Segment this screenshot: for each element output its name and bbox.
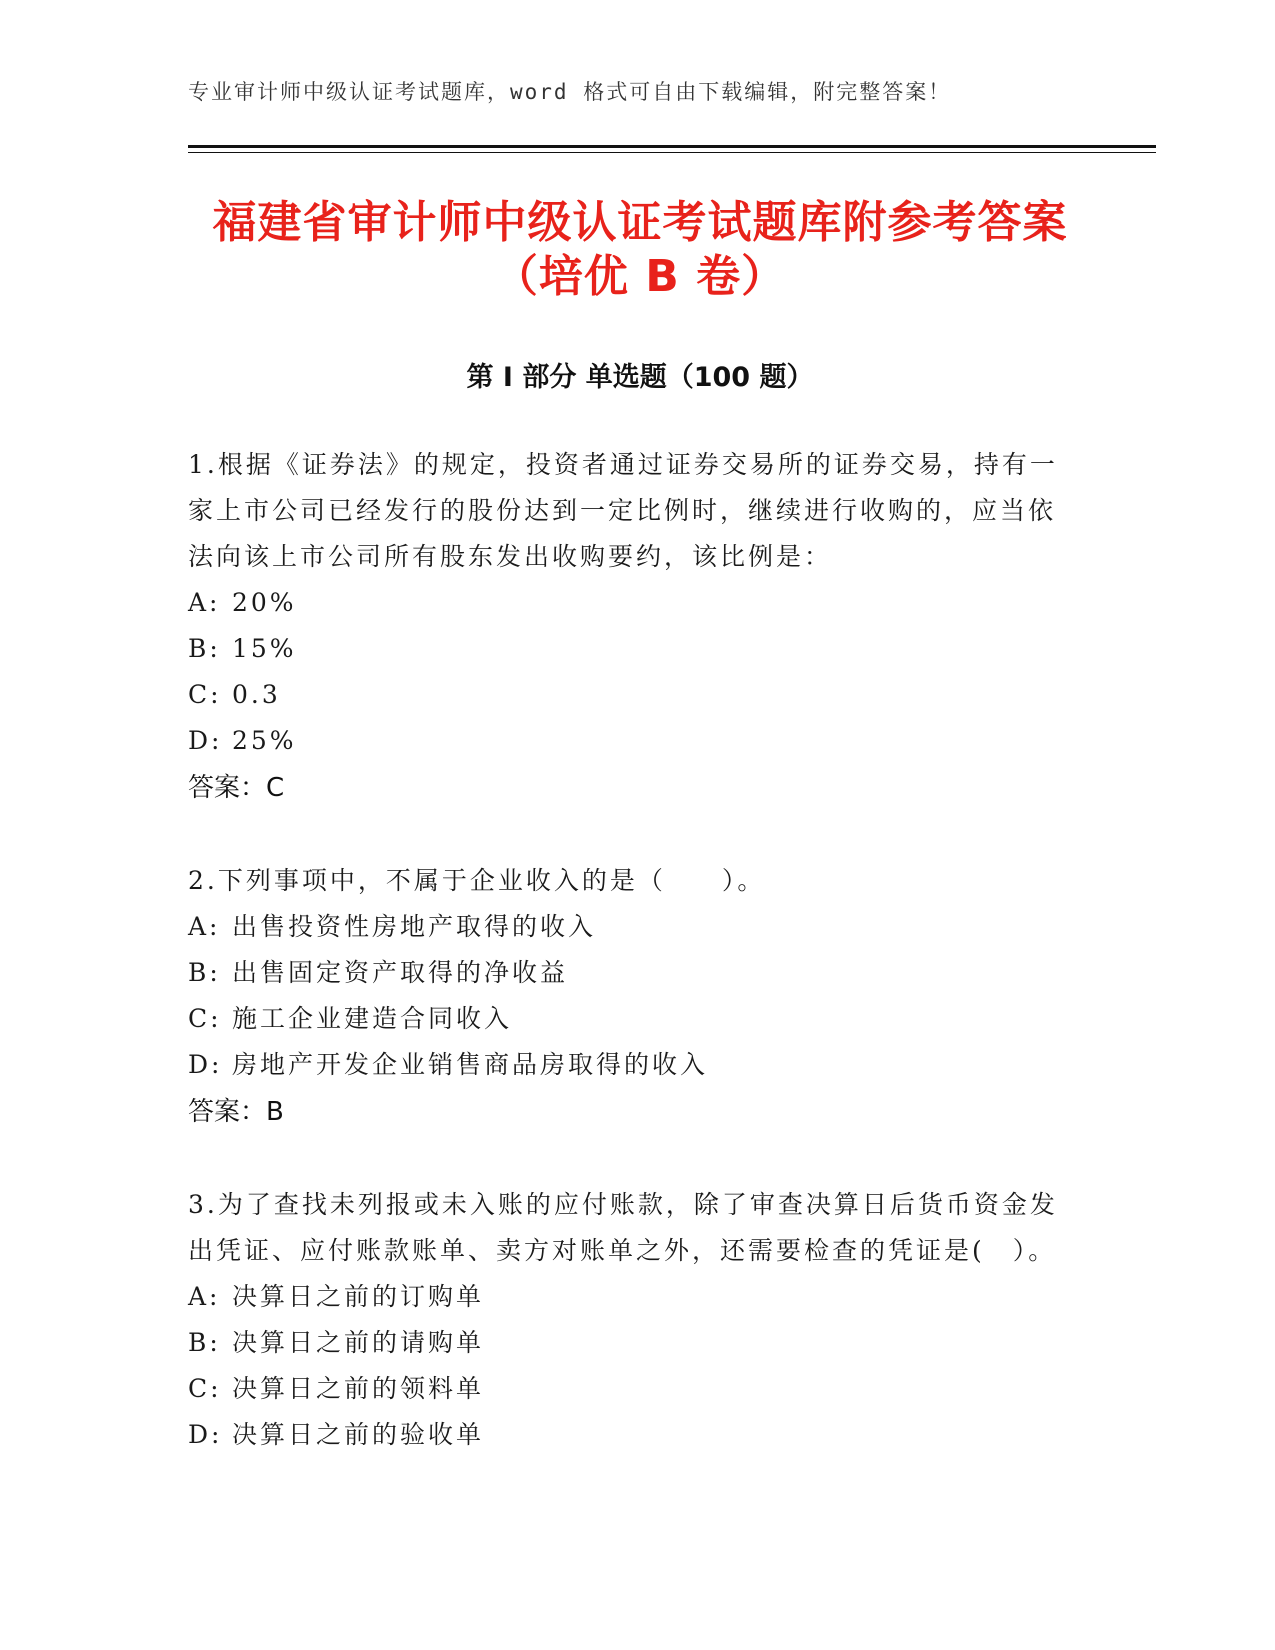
question-1 xyxy=(188,442,1068,812)
option-letter: B: xyxy=(188,958,221,987)
option-text: 决算日之前的订购单 xyxy=(232,1282,485,1311)
option-d xyxy=(188,1412,1068,1458)
document-title xyxy=(160,196,1120,304)
option-b xyxy=(188,950,1068,996)
option-letter: C: xyxy=(188,1004,222,1033)
option-text: 出售固定资产取得的净收益 xyxy=(232,958,569,987)
option-text: 决算日之前的验收单 xyxy=(232,1420,485,1449)
answer-line: 答案：C xyxy=(188,773,285,803)
option-text: 决算日之前的领料单 xyxy=(232,1374,485,1403)
answer-line: 答案：B xyxy=(188,1097,284,1127)
option-letter: D: xyxy=(188,1050,223,1079)
option-text: 25% xyxy=(232,726,297,755)
option-text: 出售投资性房地产取得的收入 xyxy=(232,912,597,941)
section-heading: 第 I 部分 单选题（100 题） xyxy=(466,362,814,393)
option-a xyxy=(188,580,1068,626)
option-letter: B: xyxy=(188,634,221,663)
option-a xyxy=(188,904,1068,950)
question-2 xyxy=(188,858,1068,1136)
option-text: 20% xyxy=(232,588,297,617)
option-d xyxy=(188,1042,1068,1088)
option-c xyxy=(188,996,1068,1042)
option-a xyxy=(188,1274,1068,1320)
header-divider-thin xyxy=(188,152,1156,153)
option-letter: A: xyxy=(188,588,221,617)
title-line-1: 福建省审计师中级认证考试题库附参考答案 xyxy=(212,197,1068,248)
option-text: 施工企业建造合同收入 xyxy=(232,1004,513,1033)
option-c xyxy=(188,1366,1068,1412)
option-letter: D: xyxy=(188,1420,223,1449)
option-b xyxy=(188,626,1068,672)
option-letter: A: xyxy=(188,1282,221,1311)
option-c xyxy=(188,672,1068,718)
question-stem: 2.下列事项中，不属于企业收入的是（ ）。 xyxy=(188,866,766,895)
question-3 xyxy=(188,1182,1068,1458)
page-header: 专业审计师中级认证考试题库，word 格式可自由下载编辑，附完整答案！ xyxy=(188,80,952,104)
option-letter: C: xyxy=(188,1374,222,1403)
title-line-2: （培优 B 卷） xyxy=(493,251,787,302)
question-stem: 1.根据《证券法》的规定，投资者通过证券交易所的证券交易，持有一家上市公司已经发行的股份达到一定比例时，继续进行收购的，应当依法向该上市公司所有股东发出收购要约，该比例是： xyxy=(188,450,1058,571)
option-letter: B: xyxy=(188,1328,221,1357)
option-text: 15% xyxy=(232,634,297,663)
option-text: 房地产开发企业销售商品房取得的收入 xyxy=(232,1050,709,1079)
header-divider-thick xyxy=(188,145,1156,148)
question-stem: 3.为了查找未列报或未入账的应付账款，除了审查决算日后货币资金发出凭证、应付账款账单、卖方对账单之外，还需要检查的凭证是( ）。 xyxy=(188,1190,1058,1265)
option-letter: C: xyxy=(188,680,222,709)
option-letter: A: xyxy=(188,912,221,941)
option-b xyxy=(188,1320,1068,1366)
option-text: 决算日之前的请购单 xyxy=(232,1328,485,1357)
question-list xyxy=(188,442,1068,1504)
option-text: 0.3 xyxy=(232,680,281,709)
option-letter: D: xyxy=(188,726,223,755)
option-d xyxy=(188,718,1068,764)
